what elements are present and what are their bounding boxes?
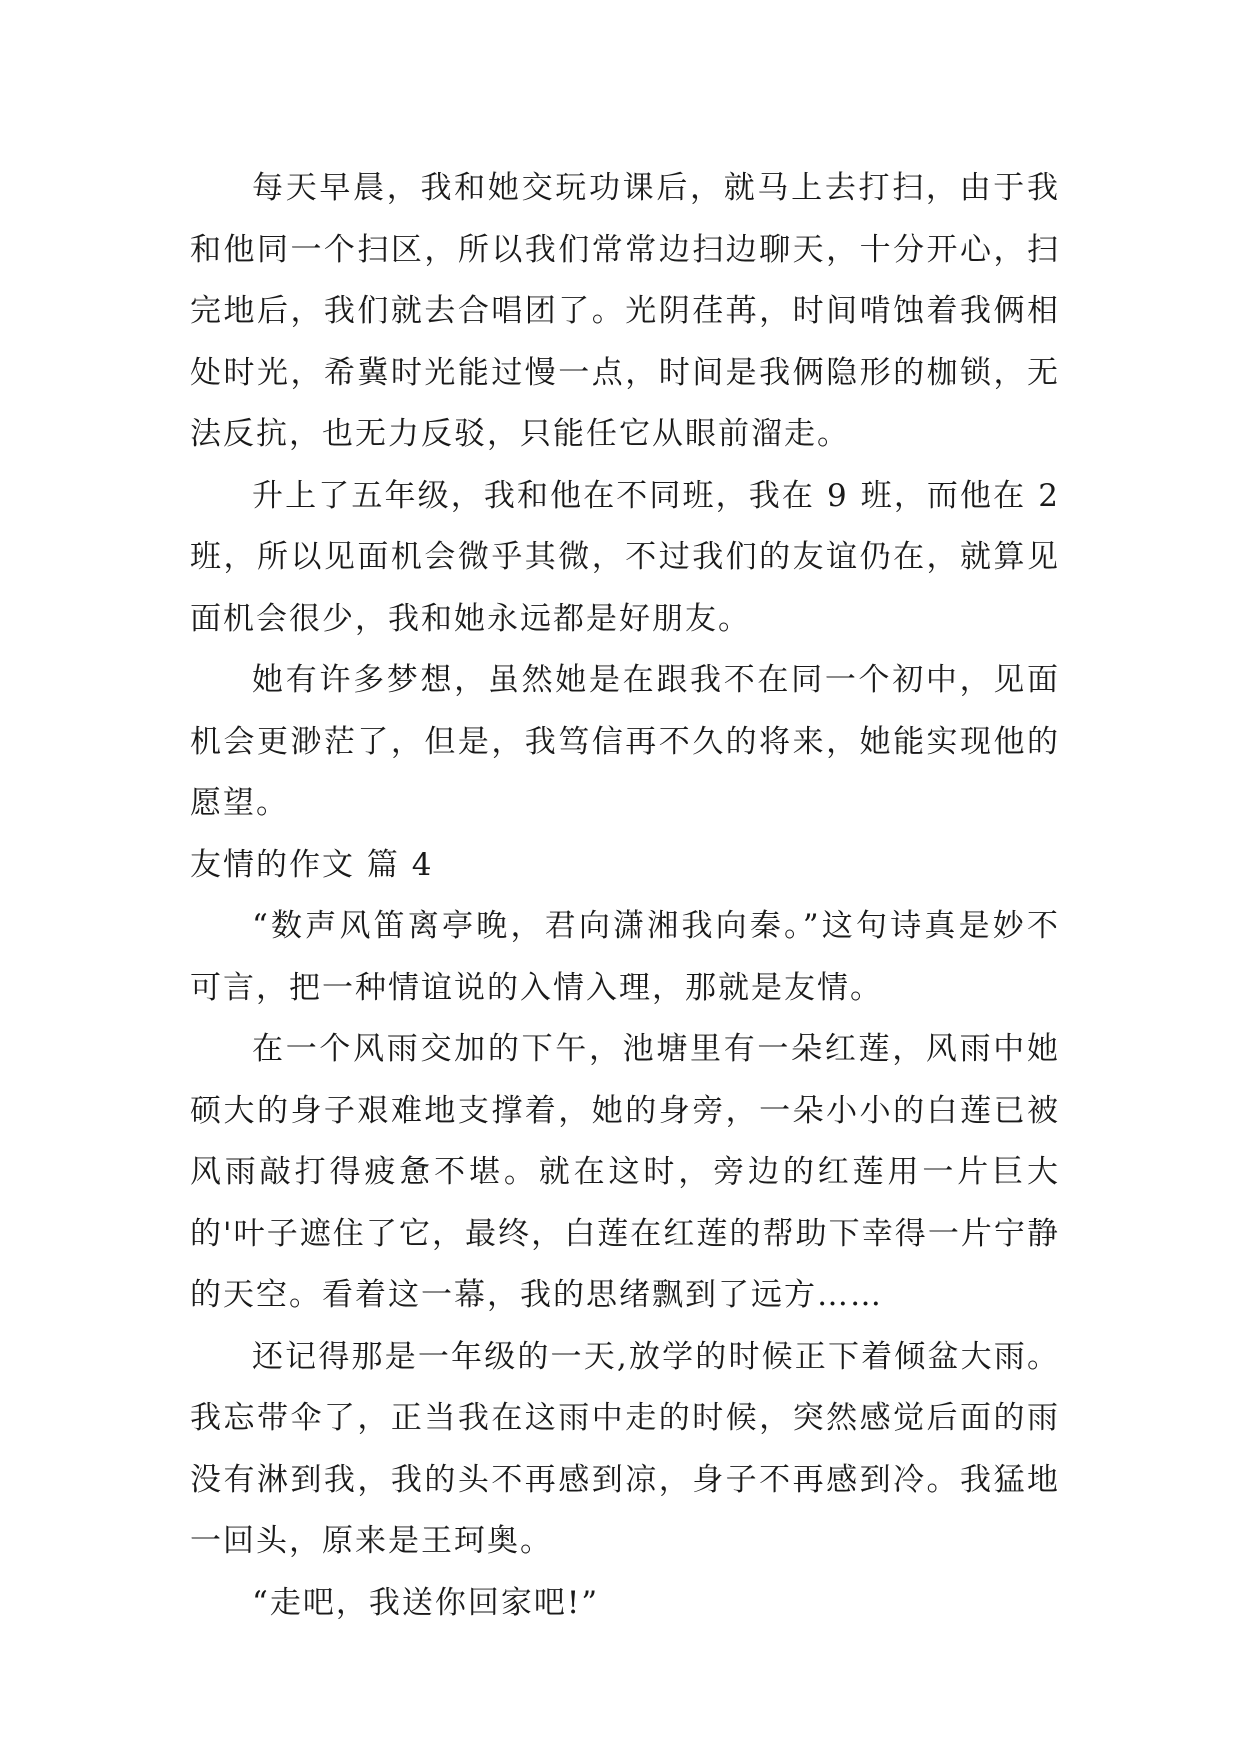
- paragraph: 升上了五年级，我和他在不同班，我在 9 班，而他在 2 班，所以见面机会微乎其微，不过我们的友谊仍在，就算见面机会很少，我和她永远都是好朋友。: [190, 477, 1060, 637]
- paragraph: 在一个风雨交加的下午，池塘里有一朵红莲，风雨中她硕大的身子艰难地支撑着，她的身旁，一朵小小的白莲已被风雨敲打得疲惫不堪。就在这时，旁边的红莲用一片巨大的'叶子遮住了它，最终，白莲在红莲的帮助下幸得一片宁静的天空。看着这一幕，我的思绪飘到了远方……: [190, 1031, 1060, 1313]
- document-body: [190, 158, 1060, 1634]
- paragraph: 还记得那是一年级的一天,放学的时候正下着倾盆大雨。我忘带伞了，正当我在这雨中走的时候，突然感觉后面的雨没有淋到我，我的头不再感到凉，身子不再感到冷。我猛地一回头，原来是王珂奥。: [190, 1338, 1060, 1559]
- section-heading: 友情的作文 篇 4: [190, 846, 434, 883]
- paragraph: 每天早晨，我和她交玩功课后，就马上去打扫，由于我和他同一个扫区，所以我们常常边扫边聊天，十分开心，扫完地后，我们就去合唱团了。光阴荏苒，时间啃蚀着我俩相处时光，希冀时光能过慢一点，时间是我俩隐形的枷锁，无法反抗，也无力反驳，只能任它从眼前溜走。: [190, 170, 1060, 452]
- paragraph: “数声风笛离亭晚，君向潇湘我向秦。”这句诗真是妙不可言，把一种情谊说的入情入理，那就是友情。: [190, 908, 1060, 1006]
- paragraph: “走吧，我送你回家吧!”: [252, 1584, 600, 1621]
- paragraph: 她有许多梦想，虽然她是在跟我不在同一个初中，见面机会更渺茫了，但是，我笃信再不久的将来，她能实现他的愿望。: [190, 662, 1060, 821]
